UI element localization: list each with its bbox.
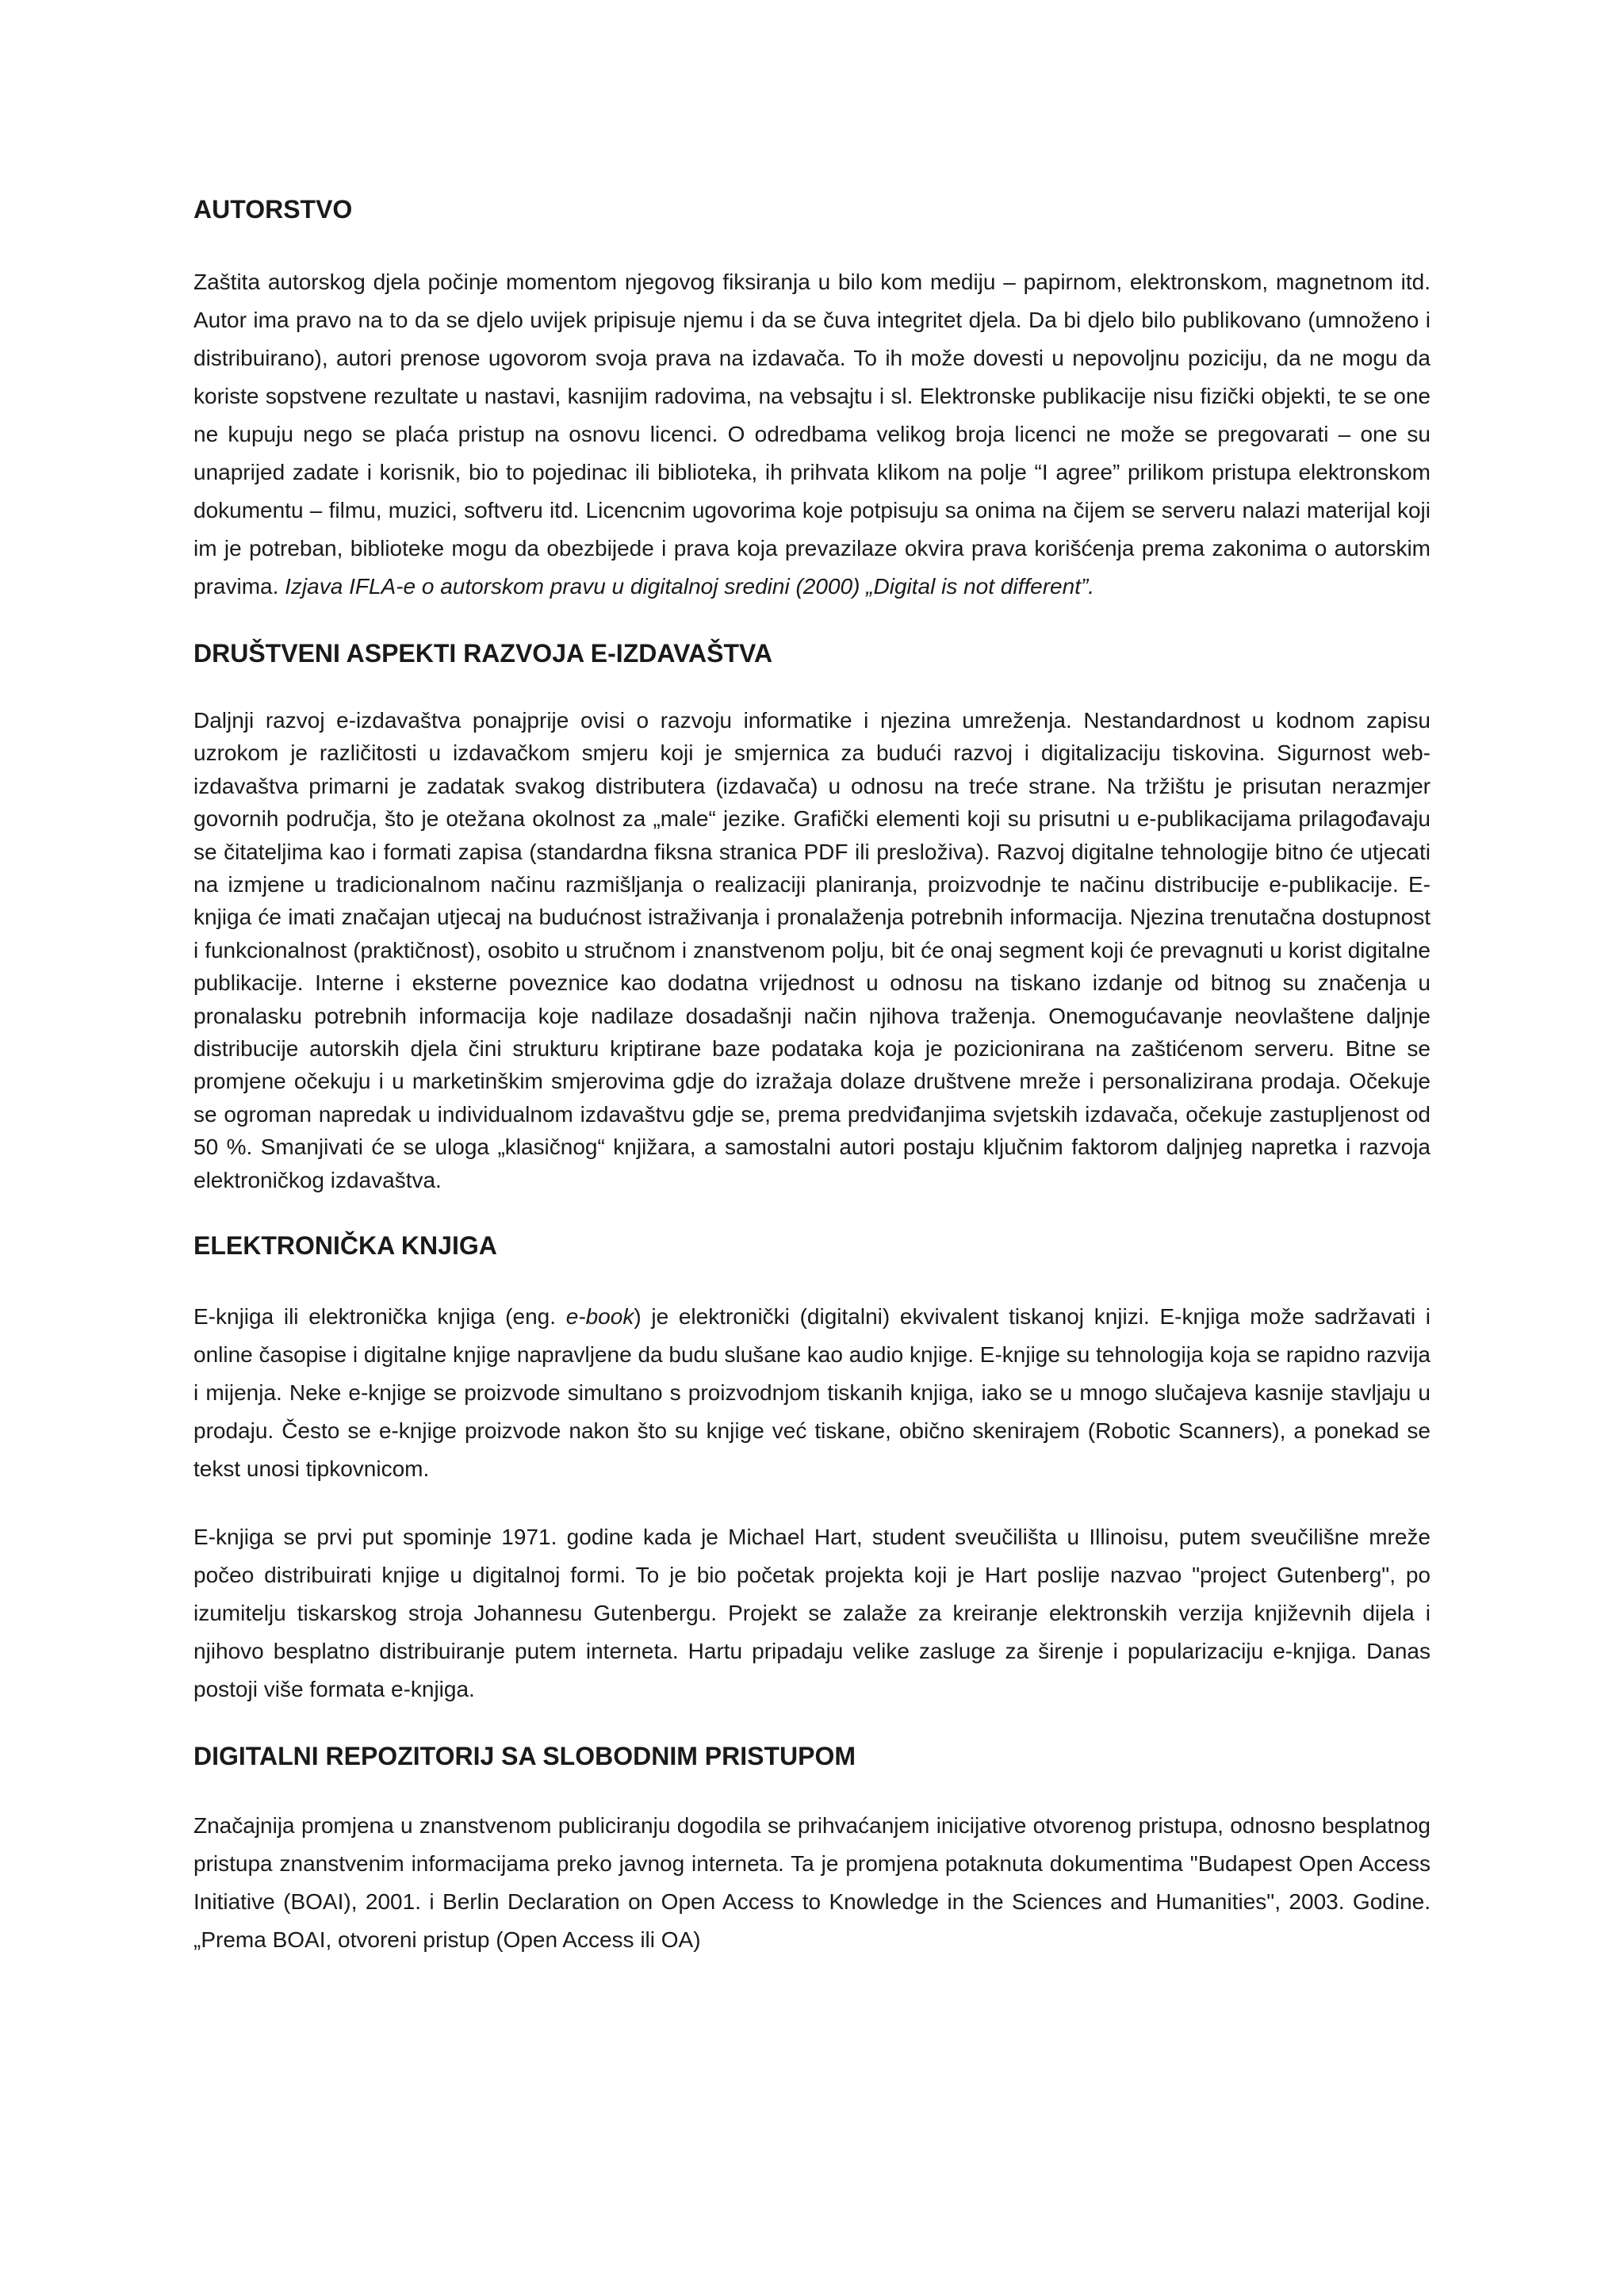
section-heading-digitalni-repozitorij: DIGITALNI REPOZITORIJ SA SLOBODNIM PRISTUPOM — [193, 1742, 856, 1771]
section-heading-drustveni-aspekti: DRUŠTVENI ASPEKTI RAZVOJA E-IZDAVAŠTVA — [193, 639, 773, 668]
text-run: E-knjiga ili elektronička knjiga (eng. — [193, 1304, 566, 1330]
text-run: Značajnija promjena u znanstvenom publiciranju dogodila se prihvaćanjem inicijative otvorenog pristupa, odnosno besplatnog pristupa znanstvenim informacijama preko javnog interneta. Ta je promjena potaknuta dokumentima "Budapest Open Access Initiative (BOAI), 2001. i Berlin Declaration on Open Access to Knowledge in the Sciences and Humanities", 2003. Godine. „Prema BOAI, otvoreni pristup (Open Access ili OA) — [193, 1813, 1431, 1953]
text-run: E-knjiga se prvi put spominje 1971. godine kada je Michael Hart, student sveučilišta u Illinoisu, putem sveučilišne mreže počeo distribuirati knjige u digitalnoj formi. To je bio početak projekta koji je Hart poslije nazvao "project Gutenberg", po izumitelju tiskarskog stroja Johannesu Gutenbergu. Projekt se zalaže za kreiranje elektronskih verzija književnih dijela i njihovo besplatno distribuiranje putem interneta. Hartu pripadaju velike zasluge za širenje i popularizaciju e-knjiga. Danas postoji više formata e-knjiga. — [193, 1525, 1431, 1702]
paragraph-autorstvo — [193, 263, 1431, 606]
text-run: ) je elektronički (digitalni) ekvivalent tiskanoj knjizi. E-knjiga može sadržavati i online časopise i digitalne knjige napravljene da budu slušane kao audio knjige. E-knjige su tehnologija koja se rapidno razvija i mijenja. Neke e-knjige se proizvode simultano s proizvodnjom tiskanih knjiga, iako se u mnogo slučajeva kasnije stavljaju u prodaju. Često se e-knjige proizvode nakon što su knjige već tiskane, obično skenirajem (Robotic Scanners), a ponekad se tekst unosi tipkovnicom. — [193, 1304, 1431, 1482]
paragraph-digitalni-repozitorij — [193, 1807, 1431, 1959]
section-heading-elektronicka-knjiga: ELEKTRONIČKA KNJIGA — [193, 1231, 497, 1261]
italic-text-run: e-book — [565, 1304, 634, 1330]
paragraph-elektronicka-knjiga-2 — [193, 1518, 1431, 1709]
text-run: Daljnji razvoj e-izdavaštva ponajprije ovisi o razvoju informatike i njezina umreženja. Nestandardnost u kodnom zapisu uzrokom je različitosti u izdavačkom smjeru koji je smjernica za budući razvoj i digitalizaciju tiskovina. Sigurnost web-izdavaštva primarni je zadatak svakog distributera (izdavača) u odnosu na treće strane. Na tržištu je prisutan nerazmjer govornih područja, što je otežana okolnost za „male“ jezike. Grafički elementi koji su prisutni u e-publikacijama prilagođavaju se čitateljima kao i formati zapisa (standardna fiksna stranica PDF ili presloživa). Razvoj digitalne tehnologije bitno će utjecati na izmjene u tradicionalnom načinu razmišljanja o realizaciji planiranja, proizvodnje te načinu distribucije e-publikacije. E-knjiga će imati značajan utjecaj na budućnost istraživanja i pronalaženja potrebnih informacija. Njezina trenutačna dostupnost i funkcionalnost (praktičnost), osobito u stručnom i znanstvenom polju, bit će onaj segment koji će prevagnuti u korist digitalne publikacije. Interne i eksterne poveznice kao dodatna vrijednost u odnosu na tiskano izdanje od bitnog su značenja u pronalasku potrebnih informacija koje nadilaze dosadašnji način njihova traženja. Onemogućavanje neovlaštene daljnje distribucije autorskih djela čini strukturu kriptirane baze podataka koja je pozicionirana na zaštićenom serveru. Bitne se promjene očekuju i u marketinškim smjerovima gdje do izražaja dolaze društvene mreže i personalizirana prodaja. Očekuje se ogroman napredak u individualnom izdavaštvu gdje se, prema predviđanjima svjetskih izdavača, očekuje zastupljenost od 50 %. Smanjivati će se uloga „klasičnog“ knjižara, a samostalni autori postaju ključnim faktorom daljnjeg napretka i razvoja elektroničkog izdavaštva. — [193, 708, 1431, 1192]
text-run: Zaštita autorskog djela počinje momentom njegovog fiksiranja u bilo kom mediju – papirnom, elektronskom, magnetnom itd. Autor ima pravo na to da se djelo uvijek pripisuje njemu i da se čuva integritet djela. Da bi djelo bilo publikovano (umnoženo i distribuirano), autori prenose ugovorom svoja prava na izdavača. To ih može dovesti u nepovoljnu poziciju, da ne mogu da koriste sopstvene rezultate u nastavi, kasnijim radovima, na vebsajtu i sl. Elektronske publikacije nisu fizički objekti, te se one ne kupuju nego se plaća pristup na osnovu licenci. O odredbama velikog broja licenci ne može se pregovarati – one su unaprijed zadate i korisnik, bio to pojedinac ili biblioteka, ih prihvata klikom na polje “I agree” prilikom pristupa elektronskom dokumentu – filmu, muzici, softveru itd. Licencnim ugovorima koje potpisuju sa onima na čijem se serveru nalazi materijal koji im je potreban, biblioteke mogu da obezbijede i prava koja prevazilaze okvira prava korišćenja prema zakonima o autorskim pravima. — [193, 270, 1431, 599]
paragraph-drustveni-aspekti — [193, 704, 1431, 1196]
paragraph-elektronicka-knjiga-1 — [193, 1298, 1431, 1488]
section-heading-autorstvo: AUTORSTVO — [193, 195, 353, 224]
document-page — [193, 182, 1431, 1959]
italic-text-run: Izjava IFLA-e o autorskom pravu u digitalnoj sredini (2000) „Digital is not different”. — [285, 574, 1095, 599]
